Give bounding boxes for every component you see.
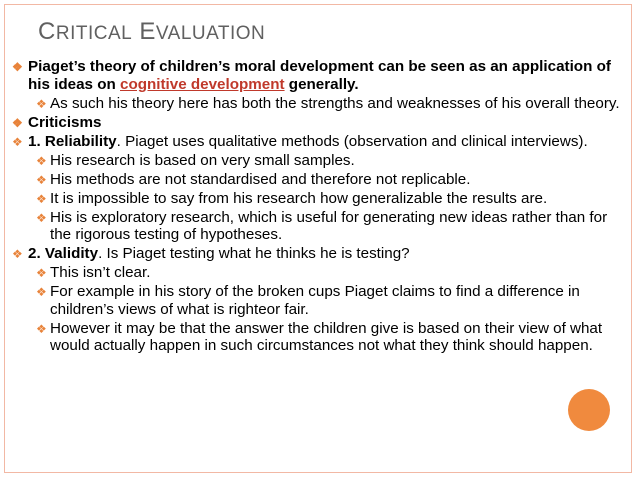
bullet-text: Criticisms — [28, 113, 102, 131]
bullet-text: His research is based on very small samples. — [50, 151, 355, 169]
orange-circle-decoration — [568, 389, 610, 431]
title-rest-2: VALUATION — [155, 23, 266, 44]
bullet-text: For example in his story of the broken cups Piaget claims to find a difference in children’s views of what is righteor fair. — [50, 283, 580, 318]
title-cap-2: E — [139, 18, 156, 45]
bullet-marker-icon: ❖ — [36, 172, 47, 187]
bullet-text: However it may be that the answer the children give is based on their view of what would actually happen in such circumstances not what they think should happen. — [50, 319, 603, 354]
bullet-marker-icon: ❖ — [36, 321, 47, 336]
sub-bullet-actual-answer — [12, 320, 628, 355]
sub-bullet-small-samples — [12, 152, 628, 170]
bullet-text: It is impossible to say from his research how generalizable the results are. — [50, 189, 548, 207]
bullet-text: . Piaget uses qualitative methods (observation and clinical interviews). — [116, 132, 588, 150]
sub-bullet-generalizable — [12, 190, 628, 208]
sub-bullet-strengths — [12, 95, 628, 113]
title-rest-1: RITICAL — [55, 23, 133, 44]
bullet-text: His is exploratory research, which is useful for generating new ideas rather than for the rigorous testing of hypotheses. — [50, 208, 608, 243]
sub-bullet-not-clear — [12, 264, 628, 282]
bullet-text: generally. — [284, 75, 359, 93]
bullet-piaget-theory — [12, 58, 628, 93]
bullet-validity — [12, 245, 628, 263]
reliability-heading: 1. Reliability — [28, 132, 117, 150]
slide-title — [38, 18, 265, 46]
bullet-marker-icon: ❖ — [12, 247, 23, 261]
bullet-marker-icon: ❖ — [36, 153, 47, 168]
bullet-marker-icon: ❖ — [36, 266, 47, 280]
bullet-marker-icon: ❖ — [12, 115, 23, 130]
slide-content — [12, 58, 628, 356]
sub-bullet-exploratory — [12, 209, 628, 244]
bullet-text: As such his theory here has both the strengths and weaknesses of his overall theory. — [50, 94, 620, 112]
cognitive-development-link[interactable]: cognitive development — [120, 75, 285, 93]
bullet-marker-icon: ❖ — [36, 96, 47, 111]
bullet-reliability — [12, 133, 628, 151]
bullet-marker-icon: ❖ — [12, 134, 23, 149]
validity-heading: 2. Validity — [28, 245, 99, 262]
title-cap-1: C — [38, 18, 56, 45]
bullet-marker-icon: ❖ — [36, 210, 47, 225]
sub-bullet-not-standardised — [12, 171, 628, 189]
bullet-marker-icon: ❖ — [12, 60, 23, 74]
bullet-text: . Is Piaget testing what he thinks he is testing? — [98, 245, 410, 262]
bullet-criticisms — [12, 114, 628, 132]
sub-bullet-broken-cups — [12, 283, 628, 318]
bullet-marker-icon: ❖ — [36, 191, 47, 206]
bullet-text: This isn’t clear. — [50, 264, 151, 281]
bullet-text: His methods are not standardised and therefore not replicable. — [50, 170, 471, 188]
bullet-marker-icon: ❖ — [36, 285, 47, 299]
bullet-text: Piaget’s theory of children’s moral development can be seen as an application of his ideas on — [28, 58, 611, 93]
